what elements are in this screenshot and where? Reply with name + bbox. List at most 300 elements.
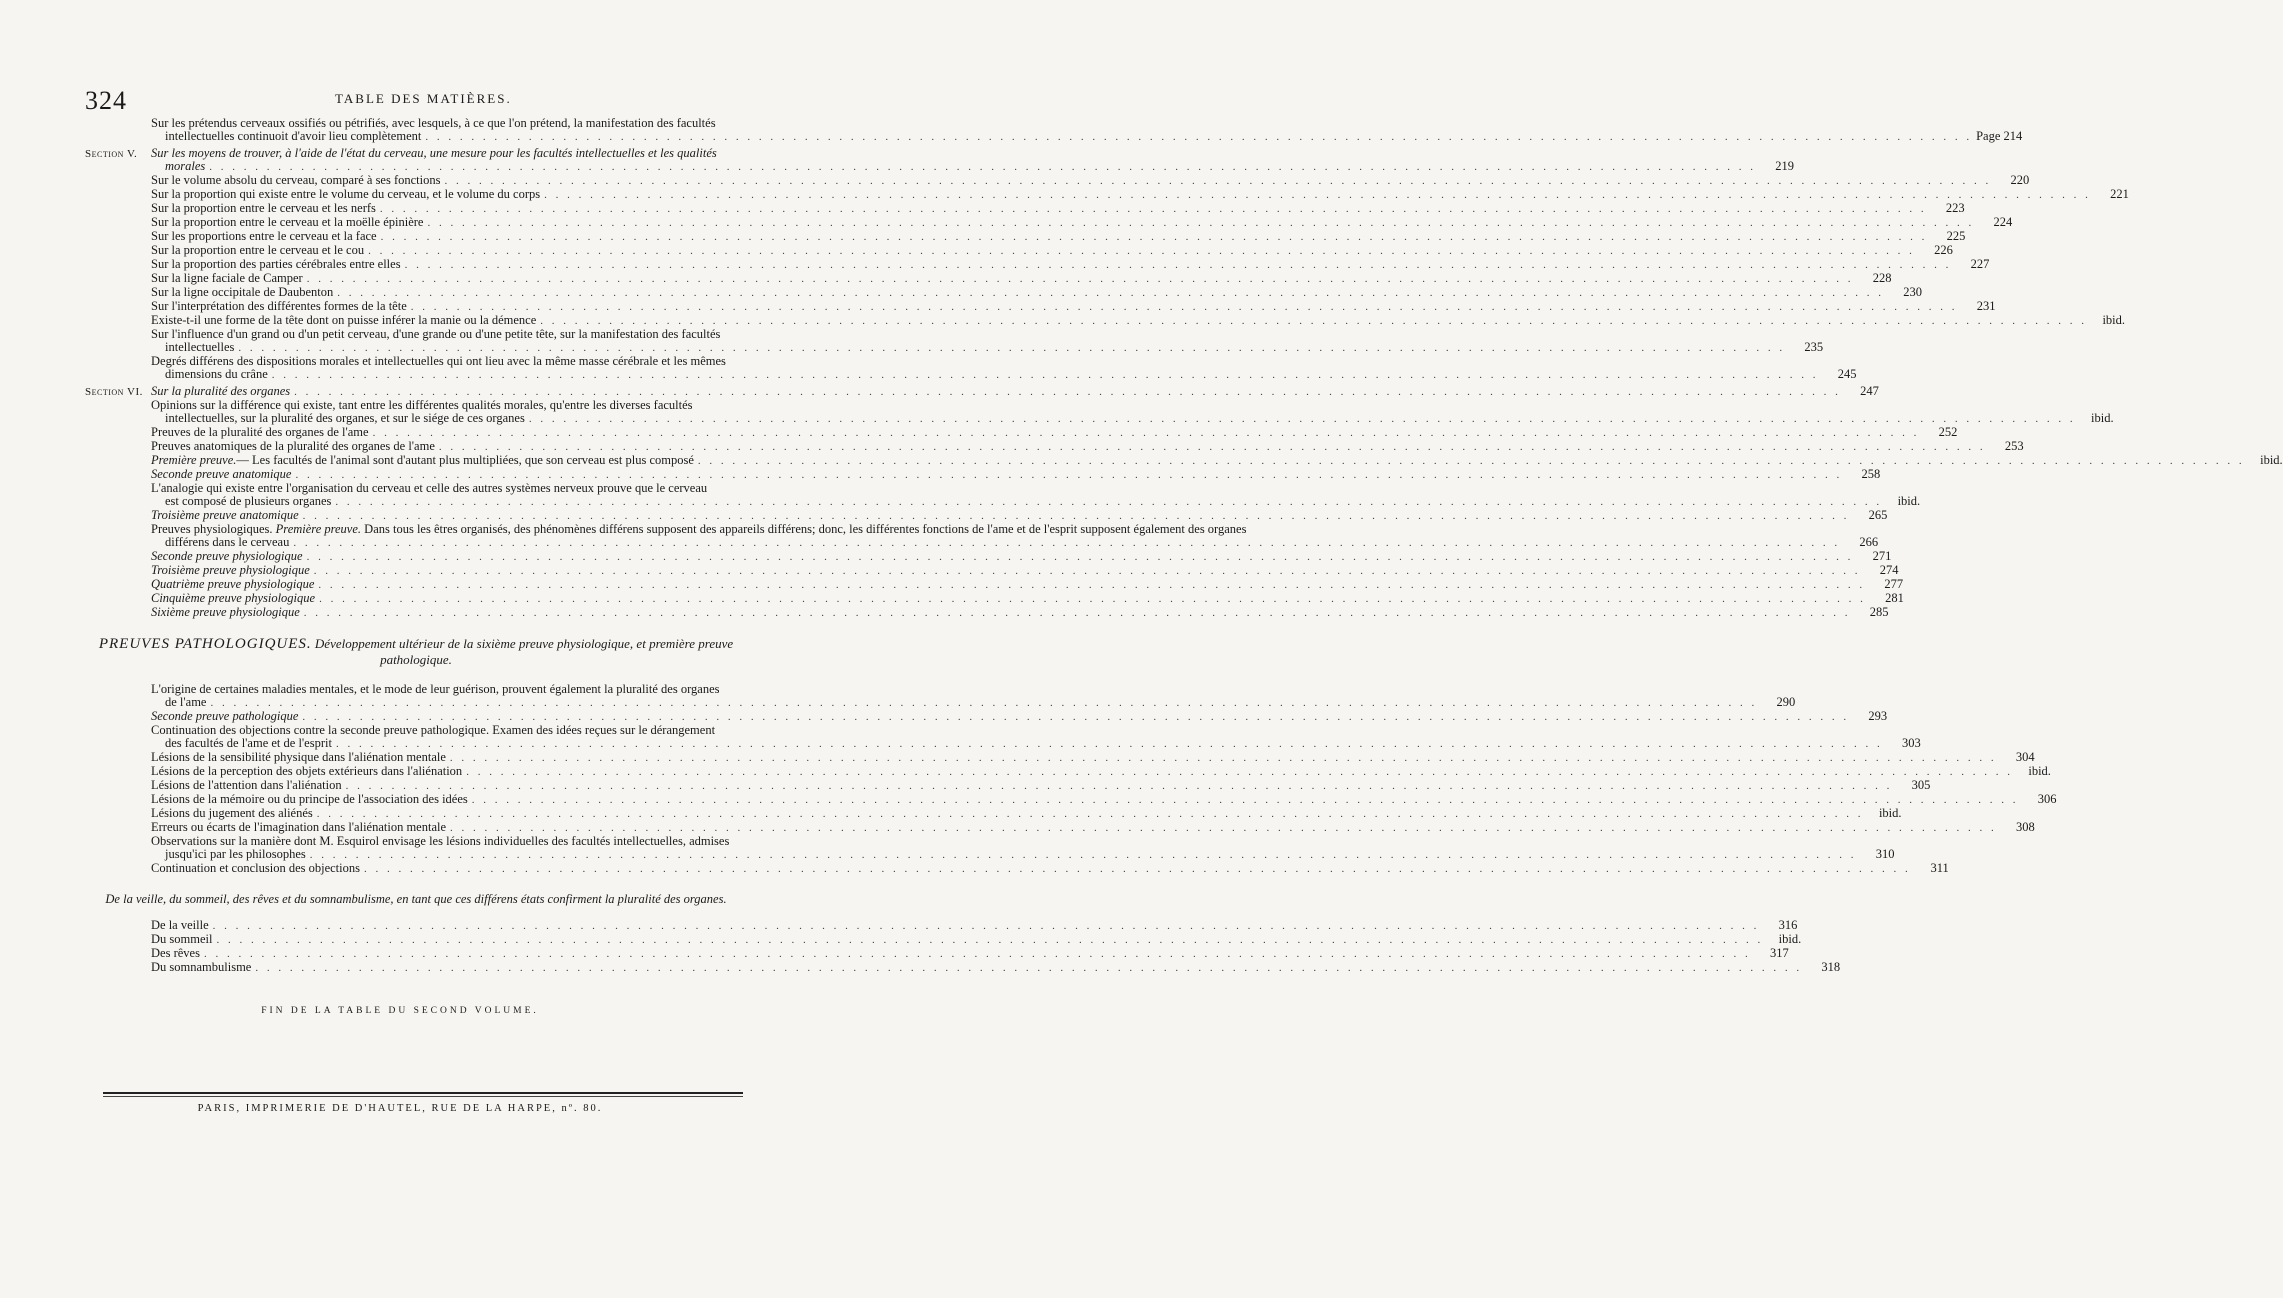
- toc-entry: [85, 861, 1949, 876]
- dot-leader: [209, 161, 1756, 174]
- entry-body: [151, 835, 1895, 862]
- dot-leader: [381, 231, 1928, 244]
- page-ref: 231: [1976, 299, 1996, 313]
- entry-cont-text: intellectuelles continuoit d'avoir lieu complètement: [165, 129, 422, 143]
- toc-entry: [85, 354, 1857, 382]
- entry-italic-2: Première preuve.: [275, 522, 362, 536]
- entry-body: [151, 216, 2012, 230]
- section-spacer: [85, 862, 151, 876]
- dot-leader: [293, 537, 1840, 550]
- running-title: TABLE DES MATIÈRES.: [335, 91, 512, 106]
- dot-leader: [529, 413, 2076, 426]
- dot-leader: [364, 863, 1911, 876]
- page-ref: 305: [1911, 778, 1931, 792]
- toc-entry: [85, 946, 1789, 961]
- dot-leader: [425, 131, 1972, 144]
- section-label: Section V.: [85, 148, 138, 160]
- toc-entry: [85, 508, 1888, 523]
- entry-body: [151, 550, 1891, 564]
- footer-rule-thin: [103, 1096, 743, 1097]
- entry-text: Continuation et conclusion des objections: [151, 861, 360, 875]
- page-ref: 285: [1869, 605, 1889, 619]
- toc-entry: [85, 201, 1965, 216]
- entry-first-line: [151, 272, 1891, 286]
- entry-first-line: [151, 188, 2129, 202]
- toc-entry: [85, 834, 1895, 862]
- dot-leader: [445, 175, 1992, 188]
- section-spacer: [85, 426, 151, 440]
- entry-first-line: [151, 300, 1996, 314]
- entry-text: Existe-t-il une forme de la tête dont on puisse inférer la manie ou la démence: [151, 313, 537, 327]
- dot-leader: [405, 259, 1952, 272]
- dot-leader: [450, 752, 1997, 765]
- page-ref: 318: [1821, 960, 1841, 974]
- section-label: Section VI.: [85, 386, 143, 398]
- entry-first-line: [151, 440, 2024, 454]
- entry-first-line: [151, 821, 2035, 835]
- entry-body: [151, 244, 1953, 258]
- entry-continuation: [151, 341, 1823, 355]
- entry-first-line: [151, 468, 1880, 482]
- toc-entry: [85, 932, 1802, 947]
- section-spacer: [85, 258, 151, 272]
- section-title-entry: [85, 146, 1795, 174]
- entry-first-line: [151, 961, 1840, 975]
- dot-leader: [336, 738, 1883, 751]
- page-ref: 252: [1938, 425, 1958, 439]
- dot-leader: [318, 579, 1865, 592]
- entry-text: Sur la proportion entre le cerveau et les nerfs: [151, 201, 376, 215]
- entry-text: Sur la proportion des parties cérébrales entre elles: [151, 257, 401, 271]
- dot-leader: [337, 287, 1884, 300]
- page-ref: 220: [2010, 173, 2030, 187]
- entry-first-line: [151, 564, 1899, 578]
- entry-italic: Seconde preuve anatomique: [151, 467, 292, 481]
- section-title-entry: [85, 384, 1879, 399]
- page-ref: ibid.: [1897, 494, 1921, 508]
- entry-body: [151, 202, 1965, 216]
- toc-entry: [85, 481, 1921, 509]
- page-ref: 306: [2037, 792, 2057, 806]
- entry-text: Erreurs ou écarts de l'imagination dans l'aliénation mentale: [151, 820, 447, 834]
- page-ref: 221: [2110, 187, 2129, 201]
- page-ref: 224: [1993, 215, 2013, 229]
- entry-first-line: [151, 174, 2029, 188]
- section-spacer: [85, 606, 151, 620]
- section-spacer: [85, 355, 151, 382]
- toc-entry: [85, 257, 1990, 272]
- entry-body: [151, 807, 1902, 821]
- entry-text: Du sommeil: [151, 932, 213, 946]
- entry-text: Preuves anatomiques de la pluralité des organes de l'ame: [151, 439, 435, 453]
- entry-first-line: [151, 258, 1989, 272]
- section-spacer: [85, 821, 151, 835]
- toc-entry: [85, 918, 1798, 933]
- pathology-heading: PREUVES PATHOLOGIQUES. Développement ultérieur de la sixième preuve physiologique, et première preuve pathologique.: [98, 636, 734, 667]
- entry-text: Preuves de la pluralité des organes de l'ame: [151, 425, 369, 439]
- dot-leader: [317, 808, 1864, 821]
- entry-body: [151, 509, 1887, 523]
- toc-entry: [85, 577, 1904, 592]
- entry-body: [151, 578, 1903, 592]
- entry-text: L'analogie qui existe entre l'organisation du cerveau et celle des autres systèmes nerveux prouve que le cerveau: [151, 481, 708, 495]
- section-spacer: [85, 174, 151, 188]
- dot-leader: [540, 315, 2087, 328]
- page-ref: 223: [1945, 201, 1965, 215]
- footer-rule: [103, 1092, 743, 1094]
- entry-cont-text: est composé de plusieurs organes: [165, 494, 332, 508]
- section-title: Sur la pluralité des organes: [151, 384, 291, 398]
- entry-text: Sur la proportion qui existe entre le volume du cerveau, et le volume du corps: [151, 187, 541, 201]
- toc-entry: [85, 116, 2023, 144]
- entry-body: [151, 564, 1899, 578]
- entry-text: Lésions de l'attention dans l'aliénation: [151, 778, 342, 792]
- dot-leader: [216, 934, 1763, 947]
- page-ref: 253: [2004, 439, 2024, 453]
- dot-leader: [304, 607, 1851, 620]
- section-spacer: [85, 509, 151, 523]
- toc-entry: [85, 173, 2030, 188]
- toc-entry: [85, 425, 1958, 440]
- entry-body: [151, 592, 1904, 606]
- dot-leader: [373, 427, 1920, 440]
- section-spacer: [85, 272, 151, 286]
- entry-cont-text: dimensions du crâne: [165, 367, 268, 381]
- toc-entry: [85, 723, 1921, 751]
- section-spacer: [85, 244, 151, 258]
- entry-body: [151, 117, 2022, 144]
- dot-leader: [307, 273, 1854, 286]
- page-number: 324: [85, 86, 127, 115]
- entry-first-line: [151, 328, 1823, 341]
- entry-body: [151, 440, 2024, 454]
- page-ref: ibid.: [2260, 453, 2283, 467]
- entry-first-line: [151, 385, 1879, 399]
- entry-body: [151, 385, 1879, 399]
- entry-body: [151, 426, 1957, 440]
- entry-italic: Troisième preuve physiologique: [151, 563, 310, 577]
- page-ref: 235: [1804, 340, 1824, 354]
- section-spacer: [85, 793, 151, 807]
- toc-entry: [85, 709, 1888, 724]
- section-spacer: [85, 947, 151, 961]
- section-spacer: [85, 919, 151, 933]
- entry-italic: Première preuve.: [151, 453, 237, 467]
- dot-leader: [380, 203, 1927, 216]
- toc-entry: [85, 243, 1953, 258]
- toc-entry: [85, 750, 2035, 765]
- entry-first-line: [151, 835, 1895, 848]
- entry-italic: Seconde preuve physiologique: [151, 549, 303, 563]
- entry-body: [151, 174, 2029, 188]
- section-spacer: [85, 683, 151, 710]
- entry-body: [151, 862, 1949, 876]
- entry-first-line: [151, 355, 1857, 368]
- section-spacer: [85, 468, 151, 482]
- toc-entry: [85, 285, 1922, 300]
- section-spacer: [85, 216, 151, 230]
- entry-body: [151, 961, 1840, 975]
- page-ref: 230: [1903, 285, 1922, 299]
- entry-first-line: [151, 216, 2012, 230]
- entry-body: [151, 230, 1965, 244]
- entry-first-line: [151, 509, 1887, 523]
- entry-body: [151, 328, 1823, 355]
- entry-text: Lésions de la perception des objets extérieurs dans l'aliénation: [151, 764, 463, 778]
- entry-continuation: [151, 696, 1795, 710]
- dot-leader: [310, 849, 1857, 862]
- entry-text: Sur les proportions entre le cerveau et la face: [151, 229, 377, 243]
- entry-first-line: [151, 793, 2057, 807]
- entry-body: [151, 765, 2051, 779]
- entry-body: [151, 710, 1887, 724]
- entry-first-line: [151, 426, 1957, 440]
- entry-body: [151, 286, 1922, 300]
- toc-entry: [85, 467, 1881, 482]
- entry-body: [151, 454, 2283, 468]
- entry-body: [151, 947, 1789, 961]
- section-spacer: [85, 765, 151, 779]
- section-spacer: [85, 188, 151, 202]
- entry-text: Lésions de la sensibilité physique dans l'aliénation mentale: [151, 750, 446, 764]
- page-ref: ibid.: [2091, 411, 2114, 425]
- page-ref: 228: [1872, 271, 1892, 285]
- entry-text: Sur l'influence d'un grand ou d'un petit cerveau, d'une grande ou d'une petite tête, sur la manifestation des facultés: [151, 327, 721, 341]
- dot-leader: [210, 697, 1757, 710]
- page-ref: 277: [1884, 577, 1904, 591]
- entry-body: [151, 821, 2035, 835]
- entry-first-line: [151, 314, 2125, 328]
- entry-first-line: [151, 244, 1953, 258]
- entry-text: Sur le volume absolu du cerveau, comparé à ses fonctions: [151, 173, 441, 187]
- entry-text-2: Dans tous les êtres organisés, des phénomènes différens supposent des appareils différens; donc, les différentes fonctions de l'ame et de l'esprit supposent également des organes: [361, 522, 1247, 536]
- page-ref: 245: [1837, 367, 1857, 381]
- section-spacer: [85, 710, 151, 724]
- dot-leader: [307, 551, 1854, 564]
- section-spacer: [85, 578, 151, 592]
- entry-first-line: [151, 947, 1789, 961]
- page-ref: 247: [1860, 384, 1879, 398]
- dot-leader: [255, 962, 1802, 975]
- page-ref: 265: [1868, 508, 1888, 522]
- entry-body: [151, 468, 1880, 482]
- entry-text: — Les facultés de l'animal sont d'autant plus multipliées, que son cerveau est plus composé: [236, 453, 694, 467]
- toc-entry: [85, 960, 1841, 975]
- entry-first-line: [151, 765, 2051, 779]
- toc-entry: [85, 439, 2024, 454]
- toc-entry: [85, 605, 1889, 620]
- entry-first-line: [151, 286, 1922, 300]
- entry-body: [151, 258, 1989, 272]
- toc-entry: [85, 549, 1892, 564]
- entry-body: [151, 751, 2035, 765]
- page-ref: ibid.: [1778, 932, 1802, 946]
- entry-first-line: [151, 202, 1965, 216]
- entry-first-line: [151, 779, 1930, 793]
- toc-entry: [85, 682, 1796, 710]
- dot-leader: [314, 565, 1861, 578]
- dot-leader: [346, 780, 1893, 793]
- entry-text: Degrés différens des dispositions morales et intellectuelles qui ont lieu avec la même masse cérébrale et les mêmes: [151, 354, 726, 368]
- page-ref: ibid.: [2028, 764, 2051, 778]
- page-ref: 274: [1879, 563, 1899, 577]
- toc-entry: [85, 327, 1824, 355]
- dot-leader: [204, 948, 1751, 961]
- entry-cont-text: des facultés de l'ame et de l'esprit: [165, 736, 332, 750]
- entry-body: [151, 188, 2129, 202]
- toc-entry: [85, 778, 1931, 793]
- page-ref: 303: [1901, 736, 1921, 750]
- page-ref: 225: [1946, 229, 1966, 243]
- entry-first-line: [151, 147, 1794, 160]
- entry-first-line: [151, 592, 1904, 606]
- toc-entry: [85, 820, 2035, 835]
- section-spacer: [85, 523, 151, 550]
- entry-cont-text: intellectuelles, sur la pluralité des organes, et sur le siége de ces organes: [165, 411, 525, 425]
- section-spacer: [85, 564, 151, 578]
- page-ref: 316: [1778, 918, 1798, 932]
- toc-entry: [85, 271, 1892, 286]
- toc-entry: [85, 563, 1899, 578]
- printer-imprint: PARIS, IMPRIMERIE DE D'HAUTEL, RUE DE LA HARPE, nº. 80.: [197, 1103, 603, 1114]
- toc-entry: [85, 806, 1902, 821]
- entry-continuation: [151, 495, 1920, 509]
- page-ref: Page 214: [1976, 129, 2023, 143]
- toc-entry: [85, 453, 2283, 468]
- entry-text: Sur la ligne faciale de Camper: [151, 271, 303, 285]
- entry-text: Sur la ligne occipitale de Daubenton: [151, 285, 334, 299]
- dot-leader: [698, 455, 2245, 468]
- section-spacer: [85, 117, 151, 144]
- section-spacer: [85, 399, 151, 426]
- entry-continuation: [151, 737, 1921, 751]
- entry-continuation: [151, 848, 1895, 862]
- entry-text: Sur la proportion entre le cerveau et le cou: [151, 243, 365, 257]
- section-spacer: [85, 300, 151, 314]
- entry-cont-text: de l'ame: [165, 695, 207, 709]
- section-spacer: [85, 835, 151, 862]
- toc-entry: [85, 398, 2114, 426]
- dot-leader: [319, 593, 1866, 606]
- entry-italic: Cinquième preuve physiologique: [151, 591, 316, 605]
- page-ref: 271: [1872, 549, 1892, 563]
- page-ref: 266: [1859, 535, 1879, 549]
- entry-italic: Seconde preuve pathologique: [151, 709, 299, 723]
- entry-text: De la veille: [151, 918, 209, 932]
- toc-entry: [85, 215, 2013, 230]
- entry-continuation: [151, 536, 1878, 550]
- entry-first-line: [151, 454, 2283, 468]
- entry-first-line: [151, 578, 1903, 592]
- section-spacer: [85, 314, 151, 328]
- entry-first-line: [151, 523, 1878, 536]
- entry-first-line: [151, 482, 1920, 495]
- entry-text: Lésions du jugement des aliénés: [151, 806, 313, 820]
- section-spacer: [85, 961, 151, 975]
- toc-entry: [85, 187, 2129, 202]
- entry-body: [151, 523, 1878, 550]
- entry-text: Lésions de la mémoire ou du principe de l'association des idées: [151, 792, 468, 806]
- entry-italic: Quatrième preuve physiologique: [151, 577, 315, 591]
- entry-text: Preuves physiologiques.: [151, 522, 273, 536]
- entry-body: [151, 724, 1921, 751]
- section-spacer: [85, 592, 151, 606]
- page-ref: 258: [1861, 467, 1881, 481]
- entry-first-line: [151, 606, 1889, 620]
- dot-leader: [544, 189, 2091, 202]
- entry-first-line: [151, 710, 1887, 724]
- entry-body: [151, 399, 2114, 426]
- page-ref: 281: [1885, 591, 1904, 605]
- toc-entry: [85, 522, 1879, 550]
- entry-italic: Troisième preuve anatomique: [151, 508, 299, 522]
- entry-first-line: [151, 862, 1949, 876]
- page-ref: ibid.: [1878, 806, 1902, 820]
- entry-continuation: [151, 368, 1857, 382]
- entry-text: Opinions sur la différence qui existe, tant entre les différentes qualités morales, qu'entre les diverses facultés: [151, 398, 693, 412]
- entry-continuation: [151, 130, 2022, 144]
- page-ref: 290: [1776, 695, 1796, 709]
- entry-italic: Sixième preuve physiologique: [151, 605, 300, 619]
- page-ref: 304: [2015, 750, 2035, 764]
- entry-cont-text: jusqu'ici par les philosophes: [165, 847, 306, 861]
- section-spacer: [85, 779, 151, 793]
- entry-body: [151, 779, 1930, 793]
- entry-first-line: [151, 919, 1797, 933]
- entry-body: [151, 147, 1794, 174]
- entry-text: Sur l'interprétation des différentes formes de la tête: [151, 299, 407, 313]
- dot-leader: [335, 496, 1882, 509]
- page-ref: 219: [1775, 159, 1795, 173]
- entry-first-line: [151, 550, 1891, 564]
- entry-text: Du somnambulisme: [151, 960, 252, 974]
- entry-body: [151, 300, 1996, 314]
- section-spacer: [85, 807, 151, 821]
- entry-continuation: [151, 160, 1794, 174]
- entry-text: Continuation des objections contre la seconde preuve pathologique. Examen des idées reçues sur le dérangement: [151, 723, 716, 737]
- section-spacer: [85, 286, 151, 300]
- entry-first-line: [151, 683, 1795, 696]
- table-of-contents: [85, 116, 2283, 975]
- entry-first-line: [151, 117, 2022, 130]
- section-spacer: [85, 482, 151, 509]
- toc-entry: [85, 764, 2051, 779]
- section-spacer: [85, 202, 151, 216]
- entry-text: Sur les prétendus cerveaux ossifiés ou pétrifiés, avec lesquels, à ce que l'on prétend, la manifestation des facultés: [151, 116, 716, 130]
- page-ref: 227: [1970, 257, 1990, 271]
- section-spacer: [85, 751, 151, 765]
- dot-leader: [272, 369, 1819, 382]
- sleep-heading: De la veille, du sommeil, des rêves et du somnambulisme, en tant que ces différens états confirment la pluralité des organes.: [105, 892, 727, 906]
- entry-cont-text: intellectuelles: [165, 340, 235, 354]
- entry-text: Des rêves: [151, 946, 200, 960]
- page-ref: 226: [1934, 243, 1953, 257]
- entry-body: [151, 919, 1797, 933]
- dot-leader: [466, 766, 2013, 779]
- page-ref: 310: [1875, 847, 1895, 861]
- entry-first-line: [151, 724, 1921, 737]
- dot-leader: [213, 920, 1760, 933]
- section-spacer: [85, 550, 151, 564]
- page-ref: 293: [1868, 709, 1888, 723]
- entry-body: [151, 314, 2125, 328]
- entry-text: Sur la proportion entre le cerveau et la moëlle épinière: [151, 215, 424, 229]
- entry-body: [151, 482, 1920, 509]
- entry-continuation: [151, 412, 2114, 426]
- entry-first-line: [151, 807, 1902, 821]
- toc-entry: [85, 299, 1996, 314]
- dot-leader: [472, 794, 2019, 807]
